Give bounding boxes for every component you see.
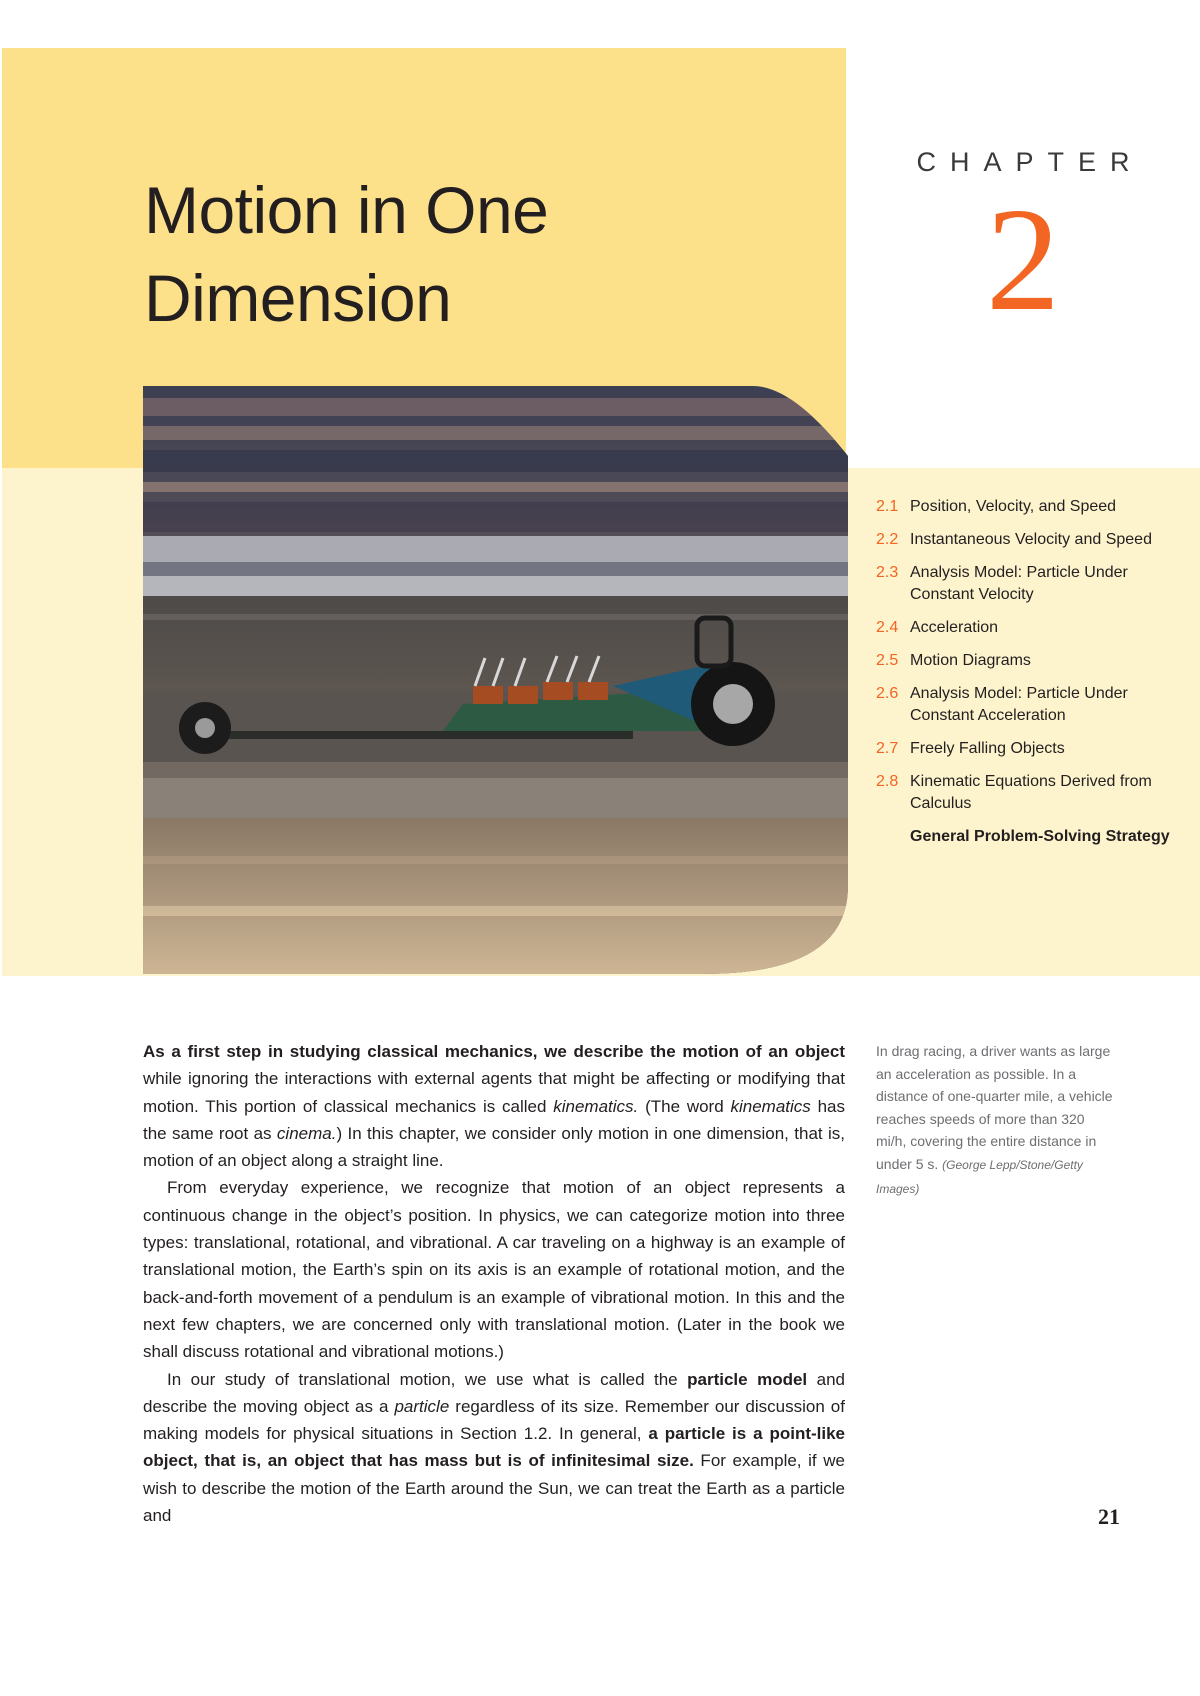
chapter-title: Motion in One Dimension [144,173,549,335]
toc-label: General Problem-Solving Strategy [910,828,1170,845]
toc-item[interactable] [876,683,1176,727]
term-particle-model: particle model [687,1369,808,1389]
toc-label: Analysis Model: Particle Under Constant Acceleration [910,685,1128,724]
toc-item[interactable] [876,650,1176,672]
toc-label: Freely Falling Objects [910,740,1065,757]
toc-number: 2.7 [876,740,899,757]
body-text [143,1038,845,1529]
chapter-label: CHAPTER [916,147,1144,177]
toc-label: Kinematic Equations Derived from Calculus [910,773,1152,812]
toc-label: Instantaneous Velocity and Speed [910,531,1152,548]
toc-number: 2.1 [876,498,899,515]
toc-label: Position, Velocity, and Speed [910,498,1117,515]
toc-number: 2.8 [876,773,899,790]
toc-label: Analysis Model: Particle Under Constant Velocity [910,564,1128,603]
toc-label: Motion Diagrams [910,652,1031,669]
toc-number: 2.6 [876,685,899,702]
lead-sentence: As a first step in studying classical mechanics, we describe the motion of an object [143,1042,845,1061]
toc-number: 2.2 [876,531,899,548]
paragraph-1: As a first step in studying classical mechanics, we describe the motion of an object while ignoring the interactions with external agents that might be affecting or modifying that motion. This portion of classical mechanics is called kinematics. (The word kinematics has the same root as cinema.) In this chapter, we consider only motion in one dimension, that is, motion of an object along a straight line. [143,1042,845,1171]
toc-item[interactable] [876,617,1176,639]
toc-number [876,826,910,848]
toc-label: Acceleration [910,619,999,636]
toc-item[interactable] [876,529,1176,551]
photo-caption: In drag racing, a driver wants as large an acceleration as possible. In a distance of one-quarter mile, a vehicle reaches speeds of more than 320 mi/h, covering the entire distance in under 5 s. (George Lepp/Stone/Getty Images) [876,1043,1113,1196]
particle-definition: a particle is a point-like object, that is, an object that has mass but is of infinitesimal size. [143,1424,846,1471]
paragraph-3: In our study of translational motion, we use what is called the particle model and describe the moving object as a particle regardless of its size. Remember our discussion of making models for physical situations in Section 1.2. In general, a particle is a point-like object, that is, an object that has mass but is of infinitesimal size. For example, if we wish to describe the motion of the Earth around the Sun, we can treat the Earth as a particle and [143,1369,846,1526]
page-number: 21 [1098,1504,1120,1529]
toc-number: 2.4 [876,619,899,636]
term-kinematics: kinematics. [553,1096,639,1116]
toc-item[interactable] [876,771,1176,815]
section-list [876,496,1176,859]
toc-number: 2.3 [876,564,899,581]
paragraph-2: From everyday experience, we recognize that motion of an object represents a continuous change in the object’s position. In physics, we can categorize motion into three types: translational, rotational, and vibrational. A car traveling on a highway is an example of translational motion, the Earth’s spin on its axis is an example of rotational motion, and the back-and-forth movement of a pendulum is an example of vibrational motion. In this and the next few chapters, we are concerned only with translational motion. (Later in the book we shall discuss rotational and vibrational motions.) [143,1178,845,1362]
toc-item[interactable] [876,496,1176,518]
drag-racer-photo [143,386,848,974]
toc-item[interactable] [876,738,1176,760]
photo-credit: (George Lepp/Stone/Getty Images) [876,1157,1083,1196]
toc-item[interactable] [876,562,1176,606]
toc-number: 2.5 [876,652,899,669]
toc-item-strategy[interactable] [876,826,1176,848]
chapter-number: 2 [986,178,1060,342]
